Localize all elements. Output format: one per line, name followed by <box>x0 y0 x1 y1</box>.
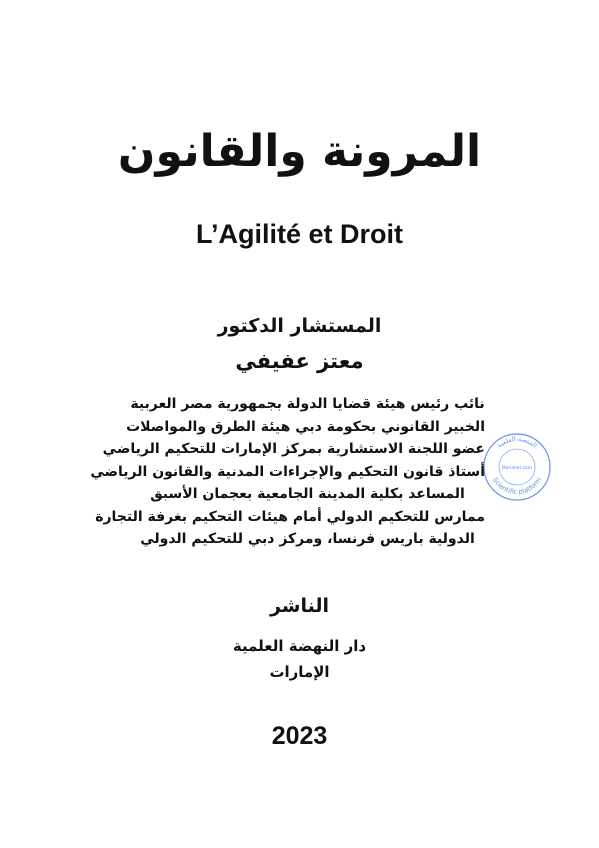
bio-line: الخبير القانوني بحكومة دبي هيئة الطرق والمواصلات <box>126 418 485 435</box>
publication-year: 2023 <box>271 722 328 750</box>
author-name: معتز عفيفي <box>235 349 364 373</box>
book-title-french: L’Agilité et Droit <box>195 219 403 249</box>
bio-line: ممارس للتحكيم الدولي أمام هيئات التحكيم بغرفة التجارة <box>95 508 485 525</box>
bio-line: المساعد بكلية المدينة الجامعية بعجمان الأسبق <box>150 486 465 502</box>
bio-line: عضو اللجنة الاستشارية بمركز الإمارات للتحكيم الرياضي <box>102 441 485 457</box>
stamp-bottom-text: Scientific platform <box>491 475 543 497</box>
publisher-label: الناشر <box>269 595 330 617</box>
platform-stamp-icon <box>482 432 552 502</box>
bio-line: الدولية باريس فرنسا، ومركز دبي للتحكيم الدولي <box>140 531 475 547</box>
author-title: المستشار الدكتور <box>217 315 382 337</box>
publisher-name: دار النهضة العلمية <box>232 637 367 655</box>
book-title-arabic: المرونة والقانون <box>117 126 482 177</box>
bio-line: نائب رئيس هيئة قضايا الدولة بجمهورية مصر العربية <box>130 396 485 412</box>
bio-line: أستاذ قانون التحكيم والإجراءات المدنية والقانون الرياضي <box>90 463 485 480</box>
svg-text:Scientific platform <box>491 476 543 496</box>
author-bio <box>90 393 485 551</box>
publisher-location: الإمارات <box>269 663 330 681</box>
stamp-top-text: المنصة العلمية <box>495 434 539 450</box>
stamp-center-text: Manahel.com <box>501 466 533 471</box>
